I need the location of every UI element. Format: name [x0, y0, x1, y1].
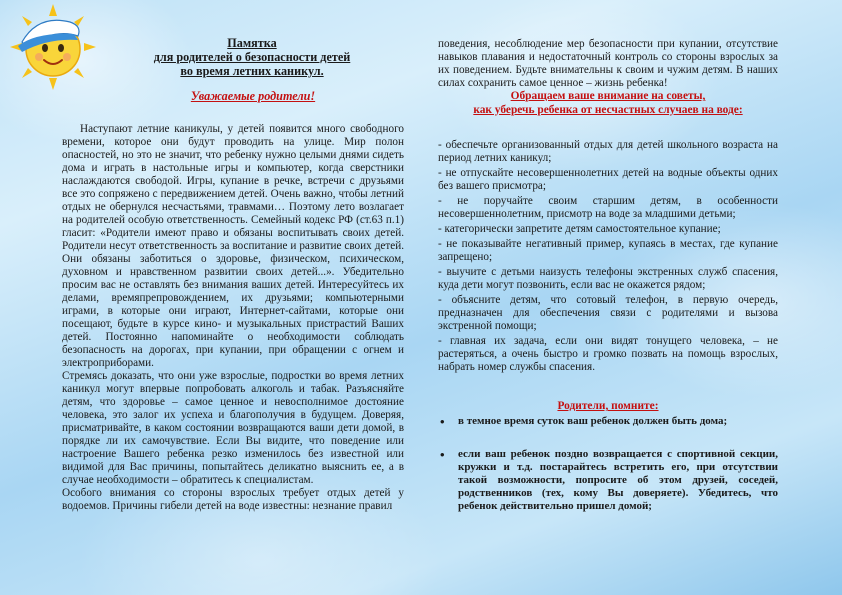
advice-heading: Обращаем ваше внимание на советы, как уберечь ребенка от несчастных случаев на воде: — [473, 90, 743, 116]
list-spacer — [458, 428, 778, 448]
list-item: • если ваш ребенок поздно возвращается с спортивной секции, кружки и т.д. постарайтесь встретить его, при отсутствии такой возможности, попросите об этом друзей, соседей, родственников (тех, кому Вы доверяете). Убедитесь, что ребенок действительно пришел домой; — [458, 448, 778, 513]
list-item: - выучите с детьми наизусть телефоны экстренных служб спасения, куда дети могут позвонить, если вас не окажется рядом; — [438, 266, 778, 291]
greeting: Уважаемые родители! — [190, 89, 316, 103]
remember-list — [438, 415, 778, 513]
list-item: - объясните детям, что сотовый телефон, в первую очередь, предназначен для обеспечения связи с родителями и вызова экстренной помощи; — [438, 294, 778, 332]
right-column — [438, 38, 778, 513]
water-paragraph: Особого внимания со стороны взрослых требует отдых детей у водоемов. Причины гибели детей на воде известны: незнание правил — [62, 487, 404, 512]
list-item: - обеспечьте организованный отдых для детей школьного возраста на период летних каникул; — [438, 139, 778, 164]
memo-title: Памятка для родителей о безопасности детей во время летних каникул. — [153, 36, 351, 78]
remember-heading: Родители, помните: — [557, 400, 659, 412]
list-item: - главная их задача, если они видят тонущего человека, – не растеряться, а очень быстро и громко позвать на помощь взрослых, набрать номер службы спасения. — [438, 335, 778, 373]
list-item: - категорически запретите детям самостоятельное купание; — [438, 223, 721, 235]
list-item: - не показывайте негативный пример, купаясь в местах, где купание запрещено; — [438, 238, 778, 263]
alcohol-paragraph: Стремясь доказать, что они уже взрослые, подростки во время летних каникул могут впервые попробовать алкоголь и табак. Разъясняйте детям, что здоровье – самое ценное и невосполнимое достояние человека, это залог их успеха и благополучия в будущем. Доверяя, присматривайте, в каком состоянии возвращаются ваши дети домой, в порядке ли их самочувствие. Если Вы видите, что поведение или настроение Вашего ребенка резко изменилось без известной или видимой для Вас причины, попытайтесь деликатно выяснить ее, а в случае необходимости – обратитесь к специалистам. — [62, 370, 404, 486]
list-item: • в темное время суток ваш ребенок должен быть дома; — [458, 415, 778, 428]
advice-list — [438, 139, 778, 374]
left-column — [62, 36, 404, 513]
intro-paragraph: Наступают летние каникулы, у детей появится много свободного времени, которое они будут проводить на улице. Мир полон опасностей, но это не значит, что ребенку нужно целыми днями сидеть дома и играть в настольные игры и компьютер, когда сверстники наслаждаются свободой. Игры, купание в речке, встречи с друзьями все это сопряжено с передвижением детей. Очень важно, чтобы летний отдых не обернулся несчастьями, травмами… Поэтому лето возлагает на родителей особую ответственность. Семейный кодекс РФ (ст.63 п.1) гласит: «Родители имеют право и обязаны воспитывать своих детей. Родители несут ответственность за воспитание и развитие своих детей. Они обязаны заботиться о здоровье, физическом, психическом, духовном и нравственном развитии своих детей...». Убедительно просим вас не оставлять без внимания ваших детей. Интересуйтесь их делами, времяпрепровождением, их друзьями; компьютерными играми, в которые они играют, Интернет-сайтами, которые они посещают, будьте в курсе кино- и музыкальных пристрастий Ваших детей. Постоянно напоминайте о необходимости соблюдать безопасность на дорогах, при купании, при обращении с огнем и электроприборами. — [62, 123, 404, 369]
list-item: - не поручайте своим старшим детям, в особенности несовершеннолетним, присмотр на воде за младшими детьми; — [438, 195, 778, 220]
continuation-paragraph: поведения, несоблюдение мер безопасности при купании, отсутствие навыков плавания и недостаточный контроль со стороны взрослых за их поведением. Будьте внимательны к своим и чужим детям. В наших силах сохранить самое ценное – жизнь ребенка! — [438, 38, 778, 89]
list-item: - не отпускайте несовершеннолетних детей на водные объекты одних без вашего присмотра; — [438, 167, 778, 192]
